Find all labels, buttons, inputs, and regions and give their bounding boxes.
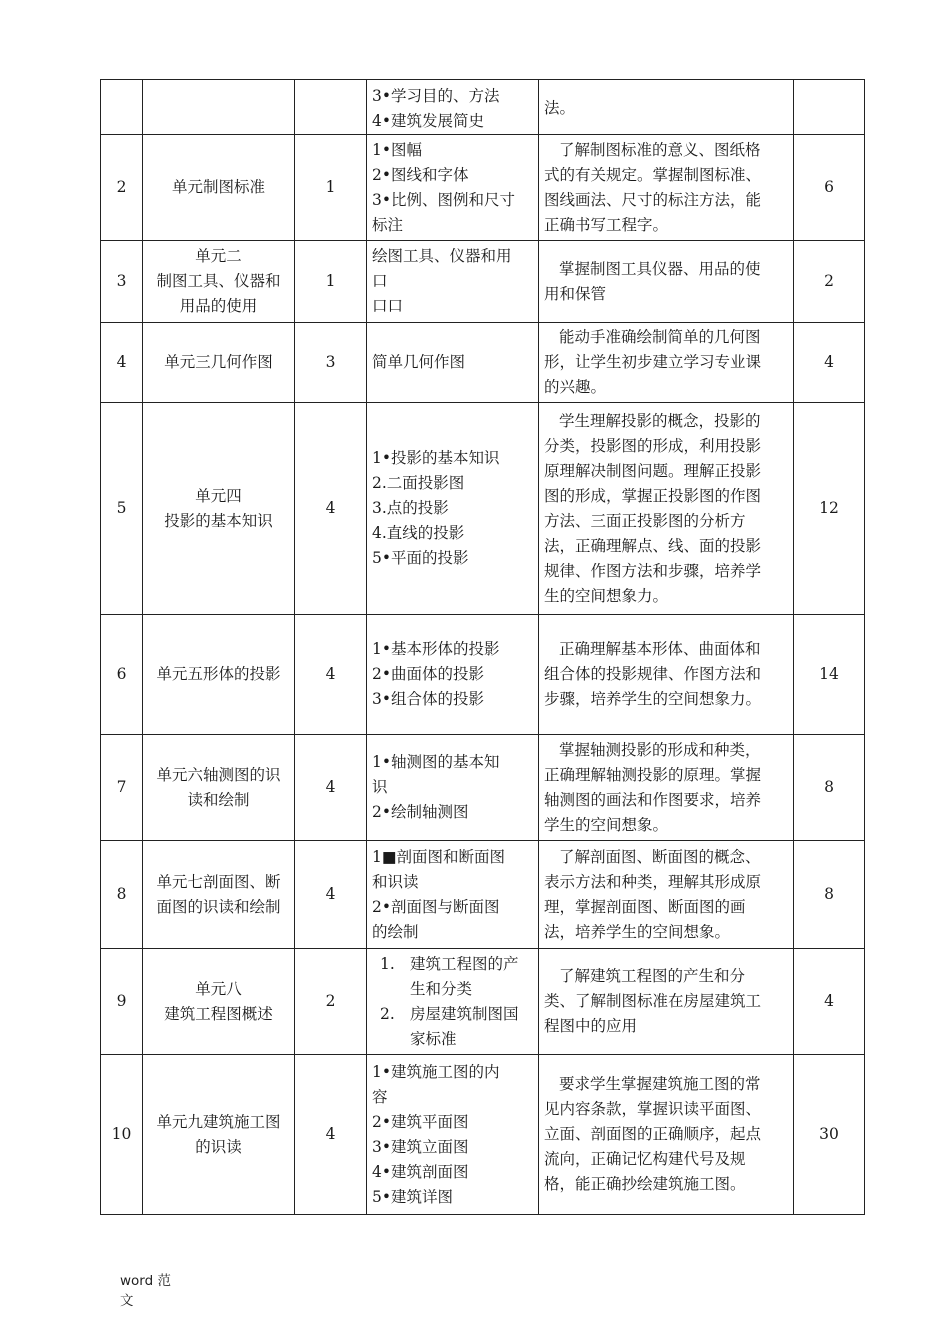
goal-line: 能动手准确绘制简单的几何图 bbox=[559, 328, 761, 346]
teaching-goal-cell bbox=[539, 735, 794, 841]
goal-line: 立面、剖面图的正确顺序，起点 bbox=[544, 1125, 762, 1143]
topic-line: 1•图幅 bbox=[372, 140, 423, 159]
goal-line: 生的空间想象力。 bbox=[544, 586, 669, 605]
goal-line: 规律、作图方法和步骤，培养学 bbox=[544, 561, 762, 580]
teaching-goal-cell bbox=[539, 403, 794, 615]
topic-line: 2•建筑平面图 bbox=[372, 1112, 469, 1131]
topic-line: 1•投影的基本知识 bbox=[372, 449, 500, 467]
topic-line: 1•基本形体的投影 bbox=[372, 640, 500, 658]
goal-line: 用和保管 bbox=[544, 284, 607, 303]
hours-cell: 2 bbox=[295, 949, 367, 1055]
goal-line: 正确书写工程字。 bbox=[544, 215, 669, 234]
topic-line: 3•比例、图例和尺寸 bbox=[372, 190, 516, 209]
hours-cell: 1 bbox=[295, 241, 367, 323]
topic-line: 的绘制 bbox=[372, 922, 419, 941]
teaching-goal-cell bbox=[539, 615, 794, 735]
topic-list-line: 建筑工程图的产 bbox=[410, 954, 519, 973]
unit-title-line: 单元九建筑施工图 bbox=[156, 1112, 281, 1131]
goal-line: 方法、三面正投影图的分析方 bbox=[544, 511, 746, 530]
total-hours-cell: 8 bbox=[794, 735, 865, 841]
topic-line: 和识读 bbox=[372, 872, 419, 891]
hours-cell: 1 bbox=[295, 135, 367, 241]
row-number-cell: 6 bbox=[101, 615, 143, 735]
topic-line: 容 bbox=[372, 1087, 388, 1106]
hours-cell: 4 bbox=[295, 841, 367, 949]
goal-line: 程图中的应用 bbox=[544, 1017, 638, 1035]
unit-title-line: 单元七剖面图、断 bbox=[156, 872, 281, 891]
total-hours-cell: 4 bbox=[794, 323, 865, 403]
goal-line: 组合体的投影规律、作图方法和 bbox=[544, 665, 762, 683]
unit-title-cell bbox=[143, 841, 295, 949]
goal-line: 式的有关规定。掌握制图标准、 bbox=[544, 165, 762, 184]
row-number-cell: 10 bbox=[101, 1055, 143, 1215]
unit-title-line: 建筑工程图概述 bbox=[164, 1004, 273, 1023]
topics-cell bbox=[367, 80, 539, 135]
teaching-goal-cell bbox=[539, 241, 794, 323]
hours-cell bbox=[295, 80, 367, 135]
teaching-goal-cell bbox=[539, 135, 794, 241]
unit-title-line: 投影的基本知识 bbox=[164, 511, 273, 530]
goal-line: 正确理解基本形体、曲面体和 bbox=[559, 640, 761, 658]
table-row bbox=[101, 403, 865, 615]
hours-cell: 4 bbox=[295, 403, 367, 615]
topic-list-marker: 1. bbox=[380, 954, 395, 973]
topic-line: 2•剖面图与断面图 bbox=[372, 897, 500, 916]
total-hours-cell: 2 bbox=[794, 241, 865, 323]
topics-cell bbox=[367, 403, 539, 615]
total-hours-cell: 14 bbox=[794, 615, 865, 735]
goal-line: 法，培养学生的空间想象。 bbox=[544, 922, 731, 941]
goal-line: 了解建筑工程图的产生和分 bbox=[559, 967, 746, 985]
topic-line: 4.直线的投影 bbox=[372, 524, 465, 542]
goal-line: 轴测图的画法和作图要求，培养 bbox=[544, 790, 762, 809]
footer-line-2: 文 bbox=[120, 1293, 134, 1309]
topic-line: 口 bbox=[372, 272, 388, 290]
footer-line-1: word 范 bbox=[120, 1273, 171, 1289]
unit-title-line: 读和绘制 bbox=[187, 790, 250, 809]
topic-line: 标注 bbox=[372, 215, 404, 234]
total-hours-cell: 12 bbox=[794, 403, 865, 615]
page-footer bbox=[120, 1271, 171, 1311]
table-row bbox=[101, 135, 865, 241]
topic-list-marker: 2. bbox=[380, 1004, 395, 1023]
topics-cell bbox=[367, 241, 539, 323]
table-row bbox=[101, 323, 865, 403]
unit-title-cell bbox=[143, 135, 295, 241]
topics-cell bbox=[367, 841, 539, 949]
topic-line: 3•学习目的、方法 bbox=[372, 87, 500, 105]
unit-title-line: 单元五形体的投影 bbox=[156, 665, 281, 683]
row-number-cell: 4 bbox=[101, 323, 143, 403]
topic-line: 口口 bbox=[372, 297, 404, 315]
topic-line: 1•建筑施工图的内 bbox=[372, 1062, 500, 1081]
unit-title-cell bbox=[143, 1055, 295, 1215]
topic-line: 2•绘制轴测图 bbox=[372, 803, 469, 821]
goal-line: 流向，正确记忆构建代号及规 bbox=[544, 1150, 746, 1168]
unit-title-cell bbox=[143, 949, 295, 1055]
topic-list-line: 家标准 bbox=[410, 1029, 457, 1048]
goal-line: 表示方法和种类，理解其形成原 bbox=[544, 872, 762, 891]
total-hours-cell: 4 bbox=[794, 949, 865, 1055]
row-number-cell: 9 bbox=[101, 949, 143, 1055]
table-row bbox=[101, 735, 865, 841]
row-number-cell: 2 bbox=[101, 135, 143, 241]
topic-line: 识 bbox=[372, 778, 388, 796]
goal-line: 要求学生掌握建筑施工图的常 bbox=[559, 1075, 761, 1093]
unit-title-cell bbox=[143, 80, 295, 135]
unit-title-cell bbox=[143, 241, 295, 323]
total-hours-cell bbox=[794, 80, 865, 135]
topic-line: 简单几何作图 bbox=[372, 353, 466, 371]
teaching-goal-cell bbox=[539, 323, 794, 403]
teaching-goal-cell bbox=[539, 1055, 794, 1215]
unit-title-line: 单元三几何作图 bbox=[164, 353, 273, 371]
total-hours-cell: 30 bbox=[794, 1055, 865, 1215]
goal-line: 形，让学生初步建立学习专业课 bbox=[544, 353, 762, 371]
topics-cell bbox=[367, 949, 539, 1055]
unit-title-line: 的识读 bbox=[195, 1137, 242, 1156]
topics-cell bbox=[367, 735, 539, 841]
unit-title-cell bbox=[143, 323, 295, 403]
topic-line: 5•平面的投影 bbox=[372, 549, 469, 567]
goal-line: 格，能正确抄绘建筑施工图。 bbox=[544, 1175, 746, 1193]
goal-line: 了解剖面图、断面图的概念、 bbox=[559, 847, 761, 866]
hours-cell: 4 bbox=[295, 735, 367, 841]
teaching-goal-cell bbox=[539, 841, 794, 949]
hours-cell: 3 bbox=[295, 323, 367, 403]
unit-title-line: 单元二 bbox=[195, 247, 242, 265]
course-schedule-table bbox=[100, 79, 865, 1215]
goal-line: 见内容条款，掌握识读平面图、 bbox=[544, 1100, 762, 1118]
table-row bbox=[101, 1055, 865, 1215]
course-table-body bbox=[101, 80, 865, 1215]
table-row bbox=[101, 80, 865, 135]
goal-line: 法，正确理解点、线、面的投影 bbox=[544, 536, 762, 555]
topics-cell bbox=[367, 135, 539, 241]
topic-list-line: 房屋建筑制图国 bbox=[410, 1004, 519, 1023]
topic-line: 1■剖面图和断面图 bbox=[372, 847, 506, 866]
topic-line: 绘图工具、仪器和用 bbox=[372, 247, 512, 265]
teaching-goal-cell bbox=[539, 949, 794, 1055]
row-number-cell: 7 bbox=[101, 735, 143, 841]
topics-cell bbox=[367, 323, 539, 403]
total-hours-cell: 6 bbox=[794, 135, 865, 241]
topic-line: 5•建筑详图 bbox=[372, 1187, 454, 1206]
goal-line: 正确理解轴测投影的原理。掌握 bbox=[544, 765, 762, 784]
unit-title-line: 面图的识读和绘制 bbox=[156, 897, 281, 916]
row-number-cell: 5 bbox=[101, 403, 143, 615]
goal-line: 学生理解投影的概念，投影的 bbox=[559, 411, 761, 430]
teaching-goal-cell bbox=[539, 80, 794, 135]
table-row bbox=[101, 949, 865, 1055]
unit-title-line: 单元八 bbox=[195, 979, 242, 998]
goal-line: 掌握轴测投影的形成和种类， bbox=[559, 740, 761, 759]
goal-line: 原理解决制图问题。理解正投影 bbox=[544, 461, 762, 480]
topic-line: 2•曲面体的投影 bbox=[372, 665, 485, 683]
topic-list-line: 生和分类 bbox=[410, 979, 473, 998]
topics-cell bbox=[367, 1055, 539, 1215]
topic-line: 3.点的投影 bbox=[372, 499, 449, 517]
table-row bbox=[101, 841, 865, 949]
hours-cell: 4 bbox=[295, 1055, 367, 1215]
topic-line: 4•建筑剖面图 bbox=[372, 1162, 469, 1181]
unit-title-line: 制图工具、仪器和 bbox=[156, 272, 281, 290]
table-row bbox=[101, 241, 865, 323]
row-number-cell: 3 bbox=[101, 241, 143, 323]
goal-line: 了解制图标准的意义、图纸格 bbox=[559, 140, 761, 159]
unit-title-cell bbox=[143, 403, 295, 615]
hours-cell: 4 bbox=[295, 615, 367, 735]
goal-line: 法。 bbox=[544, 98, 576, 117]
unit-title-line: 单元制图标准 bbox=[171, 178, 265, 196]
unit-title-cell bbox=[143, 735, 295, 841]
topic-line: 3•组合体的投影 bbox=[372, 690, 485, 708]
goal-line: 步骤，培养学生的空间想象力。 bbox=[544, 690, 762, 708]
goal-line: 理，掌握剖面图、断面图的画 bbox=[544, 897, 746, 916]
topic-line: 4•建筑发展简史 bbox=[372, 112, 485, 130]
unit-title-line: 用品的使用 bbox=[179, 297, 258, 315]
topic-line: 3•建筑立面图 bbox=[372, 1137, 469, 1156]
goal-line: 的兴趣。 bbox=[544, 378, 607, 396]
goal-line: 图的形成，掌握正投影图的作图 bbox=[544, 486, 762, 505]
unit-title-line: 单元六轴测图的识 bbox=[156, 765, 281, 784]
topic-list-item bbox=[372, 1002, 533, 1052]
goal-line: 掌握制图工具仪器、用品的使 bbox=[559, 259, 761, 278]
total-hours-cell: 8 bbox=[794, 841, 865, 949]
goal-line: 图线画法、尺寸的标注方法，能 bbox=[544, 190, 762, 209]
goal-line: 分类，投影图的形成，利用投影 bbox=[544, 436, 762, 455]
table-row bbox=[101, 615, 865, 735]
goal-line: 类、了解制图标准在房屋建筑工 bbox=[544, 992, 762, 1010]
row-number-cell bbox=[101, 80, 143, 135]
topic-line: 2.二面投影图 bbox=[372, 474, 465, 492]
topic-line: 2•图线和字体 bbox=[372, 165, 469, 184]
topic-list-item bbox=[372, 952, 533, 1002]
row-number-cell: 8 bbox=[101, 841, 143, 949]
unit-title-cell bbox=[143, 615, 295, 735]
goal-line: 学生的空间想象。 bbox=[544, 815, 669, 834]
topic-line: 1•轴测图的基本知 bbox=[372, 753, 500, 771]
unit-title-line: 单元四 bbox=[195, 486, 242, 505]
topics-cell bbox=[367, 615, 539, 735]
